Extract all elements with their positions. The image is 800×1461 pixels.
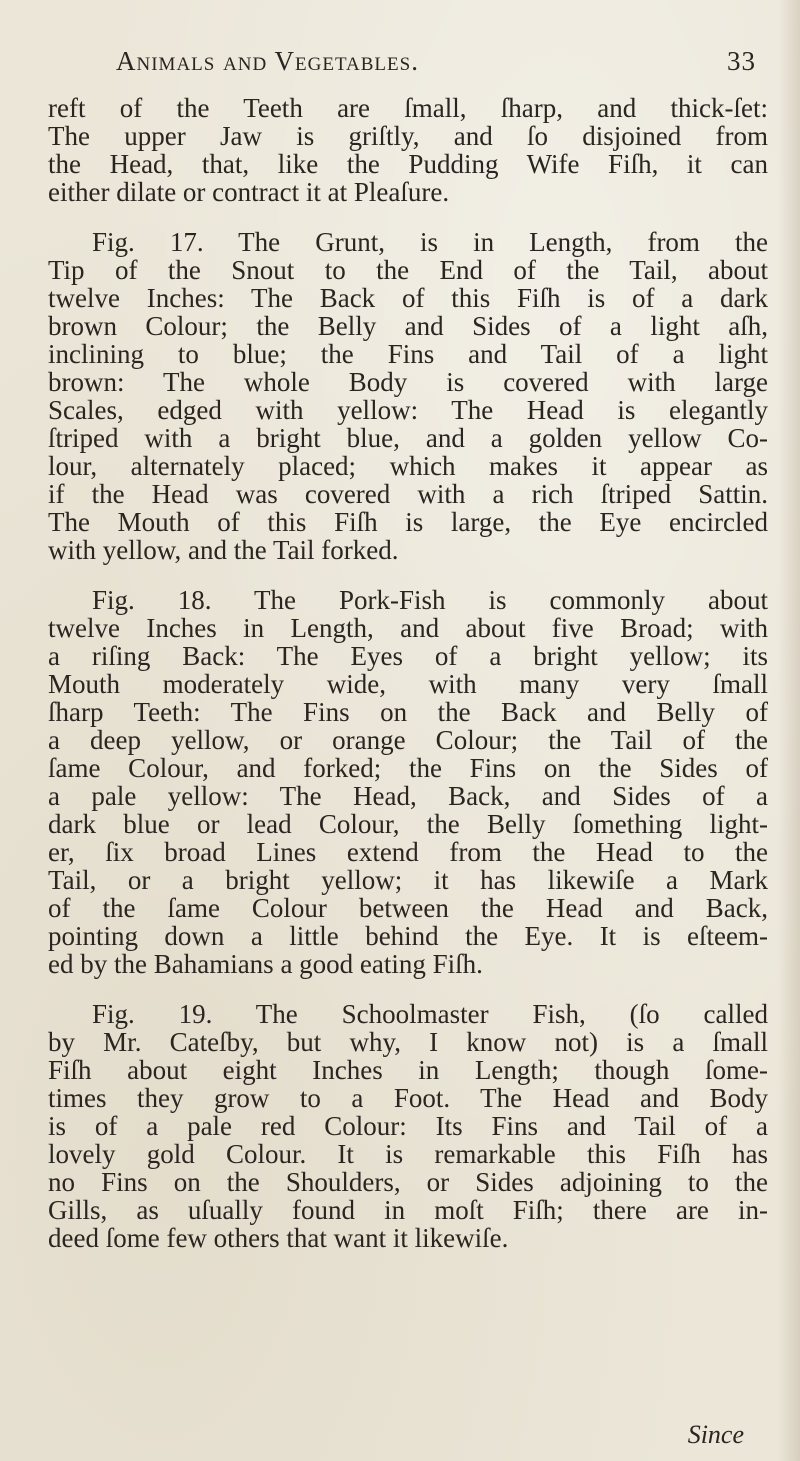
- text-line: The upper Jaw is griſtly, and ſo disjoined from: [48, 121, 768, 151]
- paragraph: [48, 1000, 768, 1252]
- text-line: no Fins on the Shoulders, or Sides adjoining to the: [48, 1167, 768, 1197]
- text-line: by Mr. Cateſby, but why, I know not) is a ſmall: [48, 1027, 768, 1057]
- text-line: lovely gold Colour. It is remarkable this Fiſh has: [48, 1139, 768, 1169]
- text-line: with yellow, and the Tail forked.: [48, 535, 399, 565]
- text-line: Gills, as uſually found in moſt Fiſh; there are in-: [48, 1195, 768, 1225]
- text-line: ſame Colour, and forked; the Fins on the Sides of: [48, 753, 768, 783]
- text-line: if the Head was covered with a rich ſtriped Sattin.: [48, 479, 768, 509]
- text-line: Tail, or a bright yellow; it has likewiſe a Mark: [48, 865, 768, 895]
- running-head: [116, 46, 756, 86]
- text-line: Mouth moderately wide, with many very ſmall: [48, 669, 768, 699]
- text-line: either dilate or contract it at Pleaſure.: [48, 177, 450, 207]
- text-line: brown: The whole Body is covered with large: [48, 367, 768, 397]
- text-line: dark blue or lead Colour, the Belly ſomething light-: [48, 809, 768, 839]
- text-line: ſharp Teeth: The Fins on the Back and Belly of: [48, 697, 768, 727]
- text-line: lour, alternately placed; which makes it appear as: [48, 451, 768, 481]
- text-line: Tip of the Snout to the End of the Tail, about: [48, 255, 768, 285]
- text-line: of the ſame Colour between the Head and Back,: [48, 893, 768, 923]
- paragraph: [48, 228, 768, 564]
- text-line: pointing down a little behind the Eye. It is eſteem-: [48, 921, 768, 951]
- text-line: a pale yellow: The Head, Back, and Sides of a: [48, 781, 768, 811]
- body-text: [48, 94, 768, 1252]
- text-line: reft of the Teeth are ſmall, ſharp, and thick-ſet:: [48, 93, 768, 123]
- text-line: a deep yellow, or orange Colour; the Tail of the: [48, 725, 768, 755]
- text-line: brown Colour; the Belly and Sides of a light aſh,: [48, 311, 768, 341]
- text-line: Fiſh about eight Inches in Length; though ſome-: [48, 1055, 768, 1085]
- text-line: twelve Inches: The Back of this Fiſh is of a dark: [48, 283, 768, 313]
- text-line: The Mouth of this Fiſh is large, the Eye encircled: [48, 507, 768, 537]
- text-line: er, ſix broad Lines extend from the Head to the: [48, 837, 768, 867]
- text-line: is of a pale red Colour: Its Fins and Tail of a: [48, 1111, 768, 1141]
- text-line: ed by the Bahamians a good eating Fiſh.: [48, 949, 483, 979]
- text-line: inclining to blue; the Fins and Tail of a light: [48, 339, 768, 369]
- text-line: Fig. 18. The Pork-Fish is commonly about: [92, 585, 768, 615]
- catchword: Since: [687, 1420, 744, 1449]
- page-edge-shadow: [778, 0, 800, 1461]
- text-line: a riſing Back: The Eyes of a bright yellow; its: [48, 641, 768, 671]
- text-line: ſtriped with a bright blue, and a golden yellow Co-: [48, 423, 768, 453]
- text-line: times they grow to a Foot. The Head and Body: [48, 1083, 768, 1113]
- text-line: deed ſome few others that want it likewiſe.: [48, 1223, 509, 1253]
- paragraph: [48, 586, 768, 978]
- text-line: Fig. 19. The Schoolmaster Fish, (ſo called: [92, 999, 768, 1029]
- text-line: Fig. 17. The Grunt, is in Length, from the: [92, 227, 768, 257]
- text-line: the Head, that, like the Pudding Wife Fiſh, it can: [48, 149, 768, 179]
- page-number: 33: [727, 46, 756, 76]
- text-line: Scales, edged with yellow: The Head is elegantly: [48, 395, 768, 425]
- text-line: twelve Inches in Length, and about five Broad; with: [48, 613, 768, 643]
- running-head-title: Animals and Vegetables.: [116, 46, 419, 76]
- paragraph: [48, 94, 768, 206]
